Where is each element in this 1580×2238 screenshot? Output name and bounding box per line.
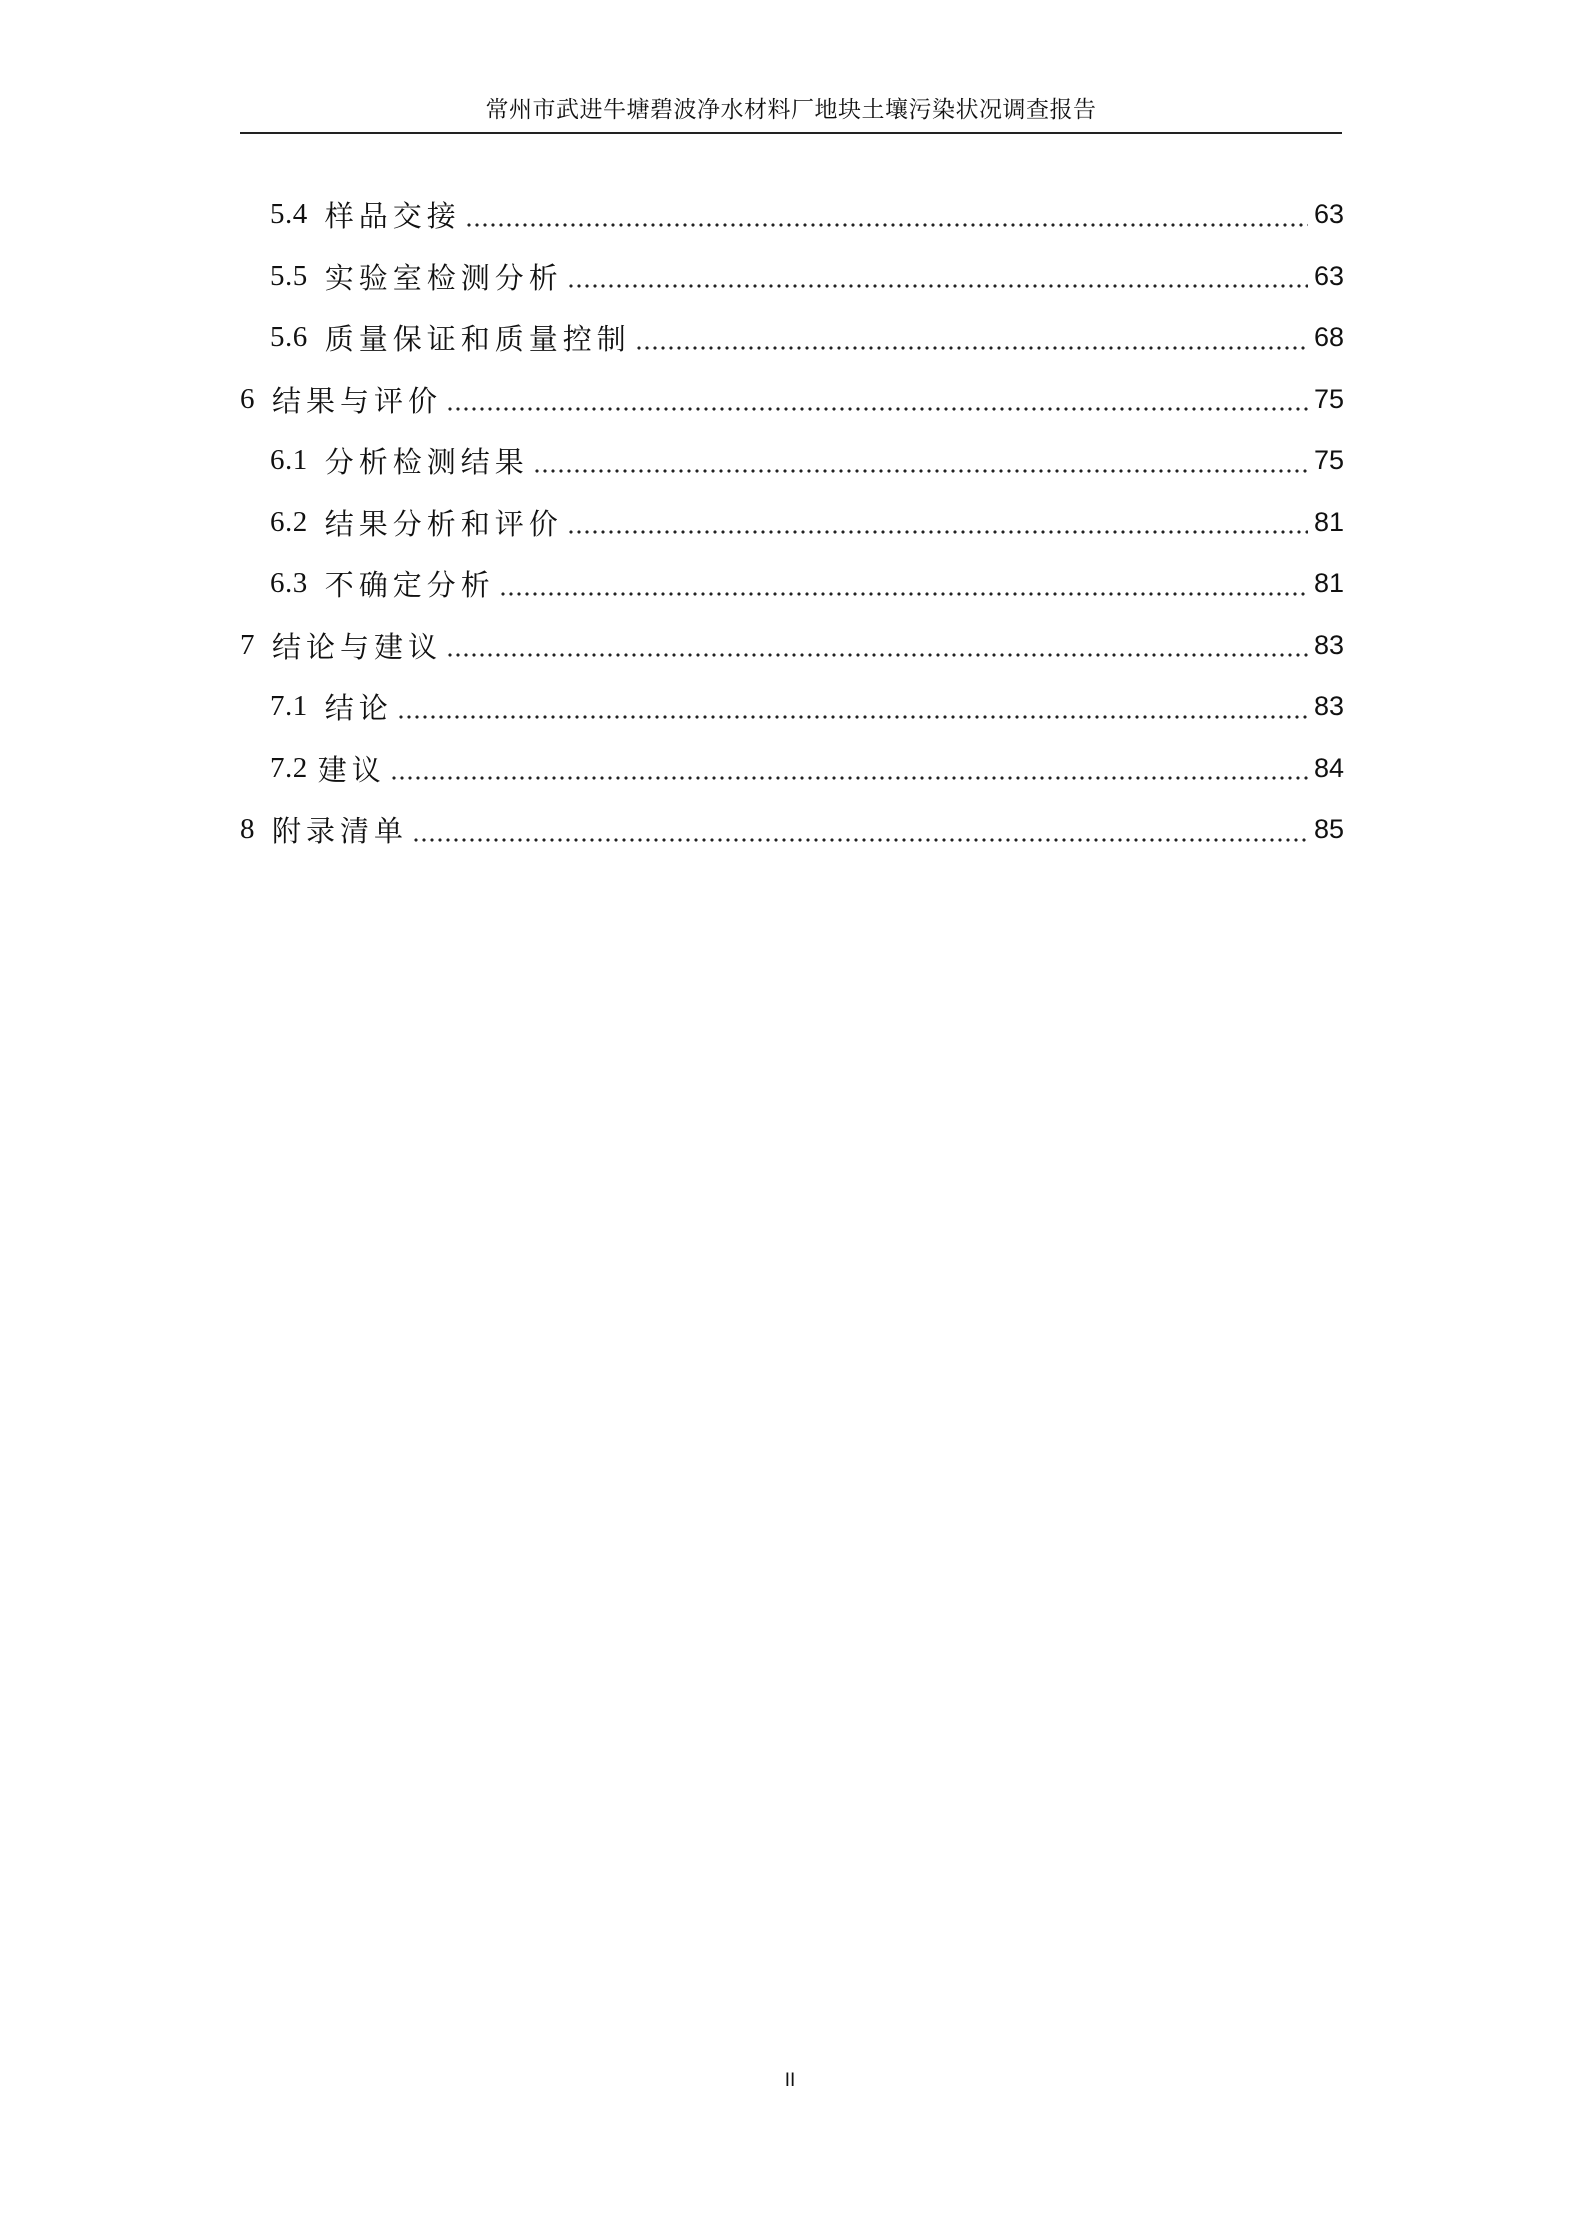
toc-entry-6-1[interactable] bbox=[240, 430, 1344, 492]
toc-entry-title: 建议 bbox=[317, 752, 386, 787]
toc-entry-number: 7.1 bbox=[270, 690, 308, 723]
toc-entry-7[interactable] bbox=[240, 615, 1344, 677]
toc-dot-leader bbox=[412, 817, 1308, 843]
toc-entry-number: 6 bbox=[240, 382, 255, 415]
report-title: 常州市武进牛塘碧波净水材料厂地块土壤污染状况调查报告 bbox=[485, 97, 1097, 123]
toc-entry-number: 5.6 bbox=[270, 321, 308, 354]
toc-dot-leader bbox=[499, 571, 1308, 597]
toc-entry-title: 结果与评价 bbox=[272, 383, 443, 418]
toc-entry-page: 63 bbox=[1313, 260, 1344, 291]
toc-entry-title: 结果分析和评价 bbox=[324, 506, 563, 541]
toc-dot-leader bbox=[397, 694, 1308, 720]
toc-dot-leader bbox=[533, 448, 1308, 474]
toc-entry-number: 5.5 bbox=[270, 259, 308, 292]
toc-entry-number: 8 bbox=[240, 813, 255, 846]
toc-entry-page: 83 bbox=[1313, 691, 1344, 722]
toc-entry-page: 83 bbox=[1313, 629, 1344, 660]
toc-entry-7-1[interactable] bbox=[240, 676, 1344, 738]
toc-entry-5-5[interactable] bbox=[240, 246, 1344, 308]
toc-entry-title: 实验室检测分析 bbox=[324, 260, 563, 295]
toc-dot-leader bbox=[465, 202, 1308, 228]
toc-entry-title: 附录清单 bbox=[272, 814, 409, 849]
page-header bbox=[240, 88, 1342, 134]
toc-entry-page: 75 bbox=[1313, 383, 1344, 414]
toc-entry-8[interactable] bbox=[240, 799, 1344, 861]
toc-dot-leader bbox=[390, 755, 1308, 781]
table-of-contents bbox=[240, 184, 1344, 861]
toc-entry-title: 质量保证和质量控制 bbox=[324, 322, 631, 357]
toc-entry-number: 7 bbox=[240, 628, 255, 661]
toc-entry-title: 结论与建议 bbox=[272, 629, 443, 664]
toc-entry-6[interactable] bbox=[240, 369, 1344, 431]
toc-entry-number: 6.2 bbox=[270, 505, 308, 538]
toc-entry-number: 7.2 bbox=[270, 751, 308, 784]
toc-entry-page: 81 bbox=[1313, 568, 1344, 599]
toc-entry-title: 结论 bbox=[324, 691, 393, 726]
toc-entry-number: 5.4 bbox=[270, 198, 308, 231]
toc-entry-6-3[interactable] bbox=[240, 553, 1344, 615]
toc-entry-number: 6.3 bbox=[270, 567, 308, 600]
toc-entry-5-4[interactable] bbox=[240, 184, 1344, 246]
toc-entry-page: 81 bbox=[1313, 506, 1344, 537]
toc-dot-leader bbox=[567, 263, 1308, 289]
page-number: II bbox=[784, 2070, 796, 2091]
toc-entry-page: 68 bbox=[1313, 322, 1344, 353]
toc-dot-leader bbox=[446, 632, 1308, 658]
toc-entry-page: 84 bbox=[1313, 752, 1344, 783]
toc-entry-title: 分析检测结果 bbox=[324, 445, 529, 480]
toc-dot-leader bbox=[635, 325, 1308, 351]
toc-entry-6-2[interactable] bbox=[240, 492, 1344, 554]
toc-dot-leader bbox=[567, 509, 1308, 535]
toc-entry-number: 6.1 bbox=[270, 444, 308, 477]
toc-entry-title: 不确定分析 bbox=[324, 568, 495, 603]
toc-entry-5-6[interactable] bbox=[240, 307, 1344, 369]
toc-entry-page: 63 bbox=[1313, 199, 1344, 230]
toc-entry-page: 85 bbox=[1313, 814, 1344, 845]
toc-entry-title: 样品交接 bbox=[324, 199, 461, 234]
toc-entry-page: 75 bbox=[1313, 445, 1344, 476]
toc-entry-7-2[interactable] bbox=[240, 738, 1344, 800]
toc-dot-leader bbox=[446, 386, 1308, 412]
